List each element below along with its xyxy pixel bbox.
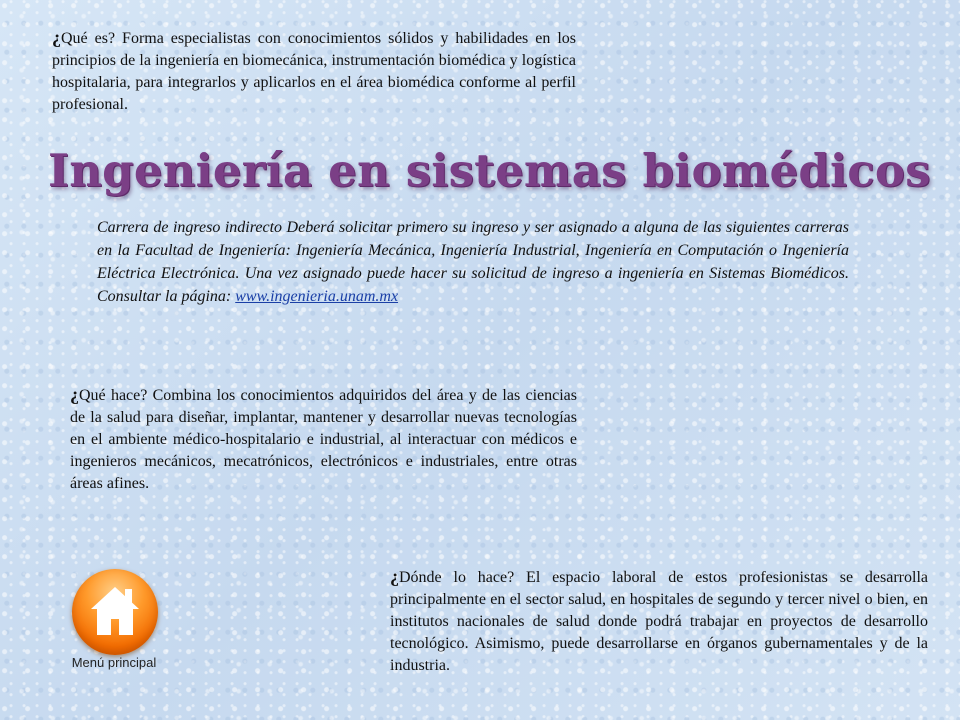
- main-menu-button[interactable]: [72, 569, 158, 655]
- faculty-website-link[interactable]: www.ingenieria.unam.mx: [235, 288, 399, 305]
- what-does-text: Qué hace? Combina los conocimientos adquiridos del área y de las ciencias de la salud para diseñar, implantar, mantener y desarrollar nuevas tecnologías en el ambiente médico-hospitalario e industrial, al interactuar con médicos e ingenieros mecánicos, mecatrónicos, electrónicos e industriales, entre otras áreas afines.: [70, 387, 577, 492]
- home-icon: [87, 581, 143, 641]
- admission-text: Carrera de ingreso indirecto Deberá solicitar primero su ingreso y ser asignado a alguna de las siguientes carreras en la Facultad de Ingeniería: Ingeniería Mecánica, Ingeniería Industrial, Ingeniería en Computación o Ingeniería Eléctrica Electrónica. Una vez asignado puede hacer su solicitud de ingreso a ingeniería en Sistemas Biomédicos. Consultar la página:: [97, 219, 849, 305]
- admission-paragraph: [97, 216, 849, 308]
- main-menu-label[interactable]: Menú principal: [71, 655, 157, 670]
- question-mark: ¿: [52, 27, 61, 47]
- where-text: Dónde lo hace? El espacio laboral de estos profesionistas se desarrolla principalmente en el sector salud, en hospitales de segundo y tercer nivel o bien, en institutos nacionales de salud donde podrá trabajar en proyectos de desarrollo tecnológico. Asimismo, puede desarrollarse en órganos gubernamentales y de la industria.: [390, 569, 928, 674]
- what-is-paragraph: [52, 26, 576, 116]
- page-title: Ingeniería en sistemas biomédicos: [48, 144, 931, 197]
- question-mark: ¿: [70, 384, 79, 404]
- where-paragraph: [390, 565, 928, 677]
- what-is-text: Qué es? Forma especialistas con conocimientos sólidos y habilidades en los principios de la ingeniería en biomecánica, instrumentación biomédica y logística hospitalaria, para integrarlos y aplicarlos en el área biomédica conforme al perfil profesional.: [52, 30, 576, 113]
- question-mark: ¿: [390, 566, 399, 586]
- what-does-paragraph: [70, 383, 577, 495]
